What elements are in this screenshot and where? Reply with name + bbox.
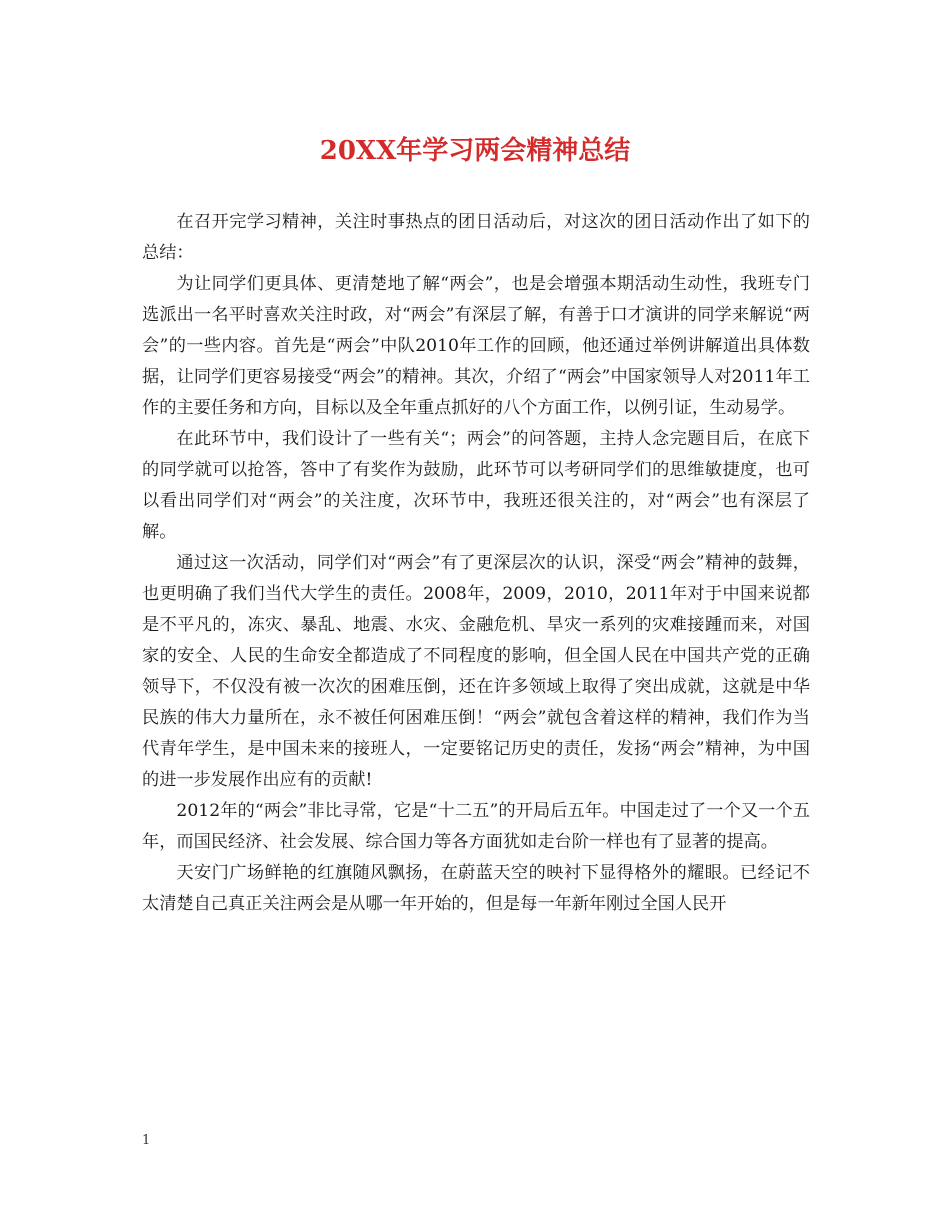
paragraph-3: 在此环节中，我们设计了一些有关“；两会”的问答题，主持人念完题目后，在底下的同学就可以抢答，答中了有奖作为鼓励，此环节可以考研同学们的思维敏捷度，也可以看出同学们对“两会”的关注度，次环节中，我班还很关注的，对“两会”也有深层了解。 (142, 429, 810, 542)
page-number: 1 (142, 1133, 151, 1148)
paragraph-5: 2012年的“两会”非比寻常，它是“十二五”的开局后五年。中国走过了一个又一个五年，而国民经济、社会发展、综合国力等各方面犹如走台阶一样也有了显著的提高。 (142, 801, 810, 852)
paragraph-4: 通过这一次活动，同学们对“两会”有了更深层次的认识，深受“两会”精神的鼓舞，也更明确了我们当代大学生的责任。2008年，2009，2010，2011年对于中国来说都是不平凡的，冻灾、暴乱、地震、水灾、金融危机、旱灾一系列的灾难接踵而来，对国家的安全、人民的生命安全都造成了不同程度的影响，但全国人民在中国共产党的正确领导下，不仅没有被一次次的困难压倒，还在许多领域上取得了突出成就，这就是中华民族的伟大力量所在，永不被任何困难压倒！“两会”就包含着这样的精神，我们作为当代青年学生，是中国未来的接班人，一定要铭记历史的责任，发扬“两会”精神，为中国的进一步发展作出应有的贡献! (142, 553, 810, 790)
document-title: 20XX年学习两会精神总结 (319, 136, 631, 166)
paragraph-1: 在召开完学习精神，关注时事热点的团日活动后，对这次的团日活动作出了如下的总结： (142, 212, 810, 263)
paragraph-2: 为让同学们更具体、更清楚地了解“两会”，也是会增强本期活动生动性，我班专门选派出一名平时喜欢关注时政，对“两会”有深层了解，有善于口才演讲的同学来解说“两会”的一些内容。首先是“两会”中队2010年工作的回顾，他还通过举例讲解道出具体数据，让同学们更容易接受“两会”的精神。其次，介绍了“两会”中国家领导人对2011年工作的主要任务和方向，目标以及全年重点抓好的八个方面工作，以例引证，生动易学。 (142, 274, 810, 418)
paragraph-6: 天安门广场鲜艳的红旗随风飘扬，在蔚蓝天空的映衬下显得格外的耀眼。已经记不太清楚自己真正关注两会是从哪一年开始的，但是每一年新年刚过全国人民开 (142, 863, 810, 914)
document-body (142, 207, 810, 920)
